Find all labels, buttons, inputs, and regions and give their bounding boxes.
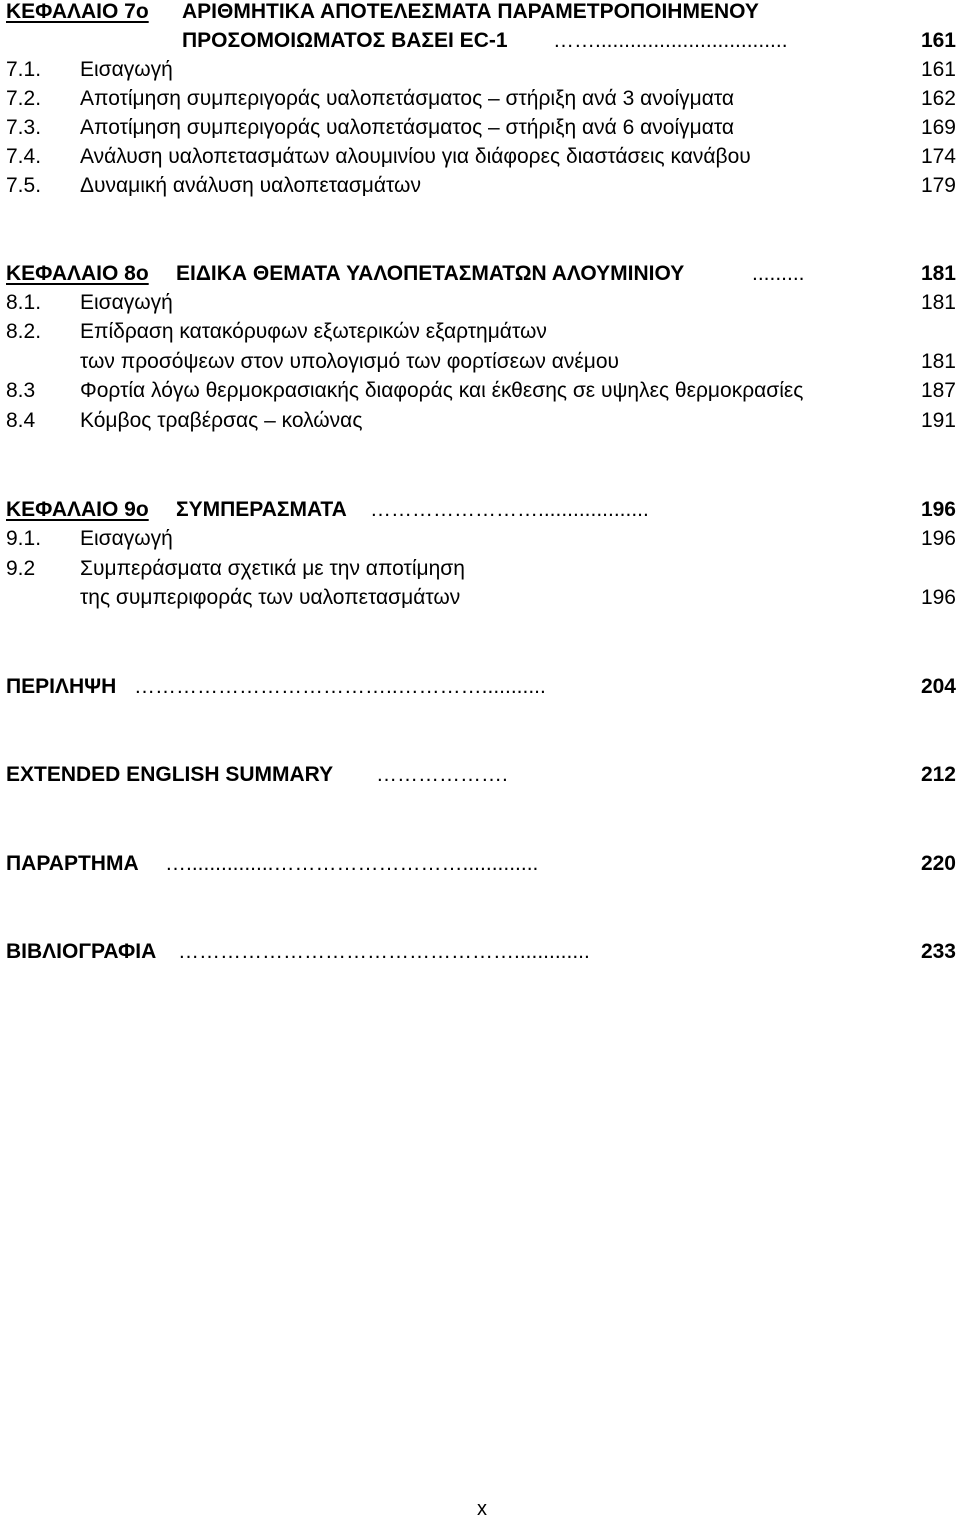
summary-en-page: 212 (920, 763, 956, 786)
toc-entry-continuation (0, 586, 960, 610)
summary-en-dots: ………………. (376, 763, 508, 786)
summary-en-entry (0, 763, 960, 787)
chapter-7-title-line1: ΑΡΙΘΜΗΤΙΚΑ ΑΠΟΤΕΛΕΣΜΑΤΑ ΠΑΡΑΜΕΤΡΟΠΟΙΗΜΕΝΟΥ (182, 0, 759, 23)
chapter-7-heading-line2 (0, 29, 960, 53)
summary-en-title: EXTENDED ENGLISH SUMMARY (6, 763, 334, 786)
appendix-title: ΠΑΡΑΡΤΗΜΑ (6, 852, 139, 875)
section-number: 7.4. (6, 145, 42, 168)
section-title: Εισαγωγή (80, 527, 173, 550)
chapter-7-label: ΚΕΦΑΛΑΙΟ 7ο (6, 0, 149, 23)
chapter-8-label: ΚΕΦΑΛΑΙΟ 8ο (6, 262, 149, 285)
section-number: 8.3 (6, 379, 36, 402)
chapter-9-label: ΚΕΦΑΛΑΙΟ 9ο (6, 498, 149, 521)
section-page: 181 (920, 350, 956, 373)
section-title-line2: της συμπεριφοράς των υαλοπετασμάτων (80, 586, 461, 609)
bibliography-entry (0, 940, 960, 964)
section-title: Εισαγωγή (80, 58, 173, 81)
section-page: 187 (920, 379, 956, 402)
appendix-page: 220 (920, 852, 956, 875)
summary-gr-title: ΠΕΡΙΛΗΨΗ (6, 675, 117, 698)
appendix-entry (0, 852, 960, 876)
chapter-9-heading (0, 498, 960, 522)
section-page: 162 (920, 87, 956, 110)
toc-entry (0, 291, 960, 315)
toc-entry (0, 145, 960, 169)
section-number: 8.2. (6, 320, 42, 343)
toc-entry-continuation (0, 350, 960, 374)
toc-entry (0, 58, 960, 82)
chapter-7-page: 161 (920, 29, 956, 52)
section-title: Δυναμική ανάλυση υαλοπετασμάτων (80, 174, 421, 197)
section-number: 9.1. (6, 527, 42, 550)
section-page: 196 (920, 527, 956, 550)
summary-gr-entry (0, 675, 960, 699)
section-page: 161 (920, 58, 956, 81)
bibliography-title: ΒΙΒΛΙΟΓΡΑΦΙΑ (6, 940, 157, 963)
chapter-9-page: 196 (920, 498, 956, 521)
chapter-9-dots: ……………………................... (370, 498, 649, 521)
chapter-8-page: 181 (920, 262, 956, 285)
section-title: Φορτία λόγω θερμοκρασιακής διαφοράς και έκθεσης σε υψηλες θερμοκρασίες (80, 379, 804, 402)
section-number: 7.1. (6, 58, 42, 81)
bibliography-page: 233 (920, 940, 956, 963)
section-title: Αποτίμηση συμπεριγοράς υαλοπετάσματος – στήριξη ανά 3 ανοίγματα (80, 87, 735, 110)
summary-gr-page: 204 (920, 675, 956, 698)
toc-entry (0, 87, 960, 111)
section-number: 7.5. (6, 174, 42, 197)
section-title: Συμπεράσματα σχετικά με την αποτίμηση (80, 557, 465, 580)
section-number: 7.2. (6, 87, 42, 110)
bibliography-dots: …………………………………………............. (178, 940, 590, 963)
chapter-8-title: ΕΙΔΙΚΑ ΘΕΜΑΤΑ ΥΑΛΟΠΕΤΑΣΜΑΤΩΝ ΑΛΟΥΜΙΝΙΟΥ (176, 262, 685, 285)
section-page: 174 (920, 145, 956, 168)
section-page: 191 (920, 409, 956, 432)
section-title-line2: των προσόψεων στον υπολογισμό των φορτίσεων ανέμου (80, 350, 620, 373)
section-page: 169 (920, 116, 956, 139)
section-number: 7.3. (6, 116, 42, 139)
footer-page-number: x (477, 1498, 487, 1520)
toc-entry (0, 116, 960, 140)
section-title: Ανάλυση υαλοπετασμάτων αλουμινίου για διάφορες διαστάσεις κανάβου (80, 145, 751, 168)
chapter-8-dots: ......... (752, 262, 805, 285)
chapter-8-heading (0, 262, 960, 286)
section-page: 196 (920, 586, 956, 609)
summary-gr-dots: ………………………………..…………........... (134, 675, 546, 698)
chapter-9-title: ΣΥΜΠΕΡΑΣΜΑΤΑ (176, 498, 347, 521)
toc-entry (0, 379, 960, 403)
chapter-7-heading (0, 0, 960, 24)
toc-entry (0, 557, 960, 581)
toc-entry (0, 320, 960, 344)
section-number: 9.2 (6, 557, 36, 580)
chapter-7-dots: ……................................. (553, 29, 788, 52)
section-title: Εισαγωγή (80, 291, 173, 314)
section-title: Επίδραση κατακόρυφων εξωτερικών εξαρτημάτων (80, 320, 547, 343)
section-number: 8.1. (6, 291, 42, 314)
section-page: 181 (920, 291, 956, 314)
toc-entry (0, 527, 960, 551)
toc-entry (0, 174, 960, 198)
section-page: 179 (920, 174, 956, 197)
section-title: Αποτίμηση συμπεριγοράς υαλοπετάσματος – στήριξη ανά 6 ανοίγματα (80, 116, 735, 139)
appendix-dots: …...............………………………............. (165, 852, 539, 875)
section-title: Κόμβος τραβέρσας – κολώνας (80, 409, 363, 432)
toc-entry (0, 409, 960, 433)
section-number: 8.4 (6, 409, 36, 432)
chapter-7-title-line2: ΠΡΟΣΟΜΟΙΩΜΑΤΟΣ ΒΑΣΕΙ EC-1 (182, 29, 508, 52)
